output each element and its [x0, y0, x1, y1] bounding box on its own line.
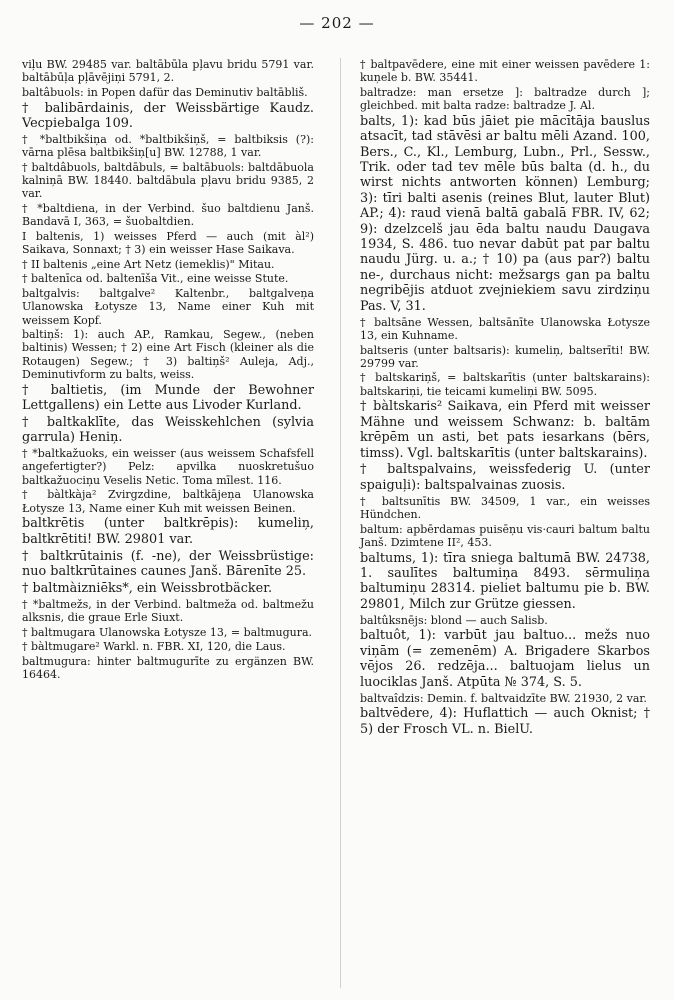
dictionary-entry: † baltmàizniēks*, ein Weissbrotbäcker. — [22, 580, 273, 596]
column-divider — [340, 58, 341, 988]
dictionary-entry: baltvēdere, 4): Huflattich — auch Oknist; † 5) der Frosch VL. n. BielU. — [360, 706, 650, 737]
dictionary-entry: baltgalvis: baltgalve² Kaltenbr., baltgalveņa Ulanowska Łotysze 13, Name einer Kuh mit weissem Kopf. — [22, 287, 314, 327]
dictionary-entry: † baltkrūtainis (f. -ne), der Weissbrüstige: nuo baltkrūtaines caunes Janš. Bārenīte 25. — [22, 548, 314, 579]
dictionary-entry: I baltenis, 1) weisses Pferd — auch (mit àl²) Saikava, Sonnaxt; † 3) ein weisser Hase Saikava. — [22, 229, 314, 257]
dictionary-entry: † II baltenis „eine Art Netz (iemeklis)" Mitau. — [22, 257, 275, 271]
dictionary-entry: viļu BW. 29485 var. baltābūla pļavu bridu 5791 var. baltābūļa pļāvējiņi 5791, 2. — [22, 58, 314, 85]
dictionary-entry: baltseris (unter baltsaris): kumeliņ, baltserīti! BW. 29799 var. — [360, 343, 650, 370]
dictionary-entry: † baltspalvains, weissfederig U. (unter spaiguļi): baltspalvainas zuosis. — [360, 462, 650, 493]
dictionary-entry: baltums, 1): tīra sniega baltumā BW. 24738, 1. saulītes baltumiņa 8493. sērmuliņa baltumiņu 28314. pieliet baltumu pie b. BW. 29801, Milch zur Grütze giessen. — [360, 550, 650, 612]
dictionary-entry: † baltdâbuols, baltdābuls, = baltābuols: baltdābuola kalniņā BW. 18440. baltdābula pļavu bridu 9385, 2 var. — [22, 160, 314, 201]
dictionary-entry: † bàltskaris² Saikava, ein Pferd mit weisser Mähne und weissem Schwanz: b. baltām krēpēm un asti, bet pats iesarkans (bērs, timss). Vgl. baltskarītis (unter baltskarains). — [360, 399, 650, 461]
dictionary-entry: baltkrētis (unter baltkrēpis): kumeliņ, baltkrētiti! BW. 29801 var. — [22, 516, 314, 547]
dictionary-entry: † baltsāne Wessen, baltsānīte Ulanowska Łotysze 13, ein Kuhname. — [360, 315, 650, 342]
dictionary-entry: † baltkaklīte, das Weisskehlchen (sylvia garrula) Heniņ. — [22, 414, 314, 446]
dictionary-entry: baltâbuols: in Popen dafür das Deminutiv baltābliš. — [22, 85, 308, 99]
dictionary-entry: † *baltdiena, in der Verbind. šuo baltdienu Janš. Bandavā I, 363, = šuobaltdien. — [22, 201, 314, 229]
dictionary-entry: baltvaîdzis: Demin. f. baltvaidzīte BW. 21930, 2 var. — [360, 691, 647, 705]
dictionary-entry: † *baltbikšiņa od. *baltbikšiņš, = baltbiksis (?): vārna plēsa baltbikšiņ[u] BW. 12788, 1 var. — [22, 132, 314, 160]
dictionary-entry: balts, 1): kad būs jāiet pie mācītāja bauslus atsacīt, tad stāvēsi ar baltu mēli Azand. 100, Bers., C., Kl., Lemburg, Lubn., Prl., Sessw., Trik. oder tad tev mēle būs balta (d. h., du wirst nichts antworten können) Lemburg; 3): tīri balti asenis (reines Blut, lauter Blut) AP.; 4): raud vienā baltā gabalā FBR. IV, 62; 9): dzelzcelš jau ēda baltu naudu Daugava 1934, S. 486. tuo nevar dabūt pat par baltu naudu Jürg. u. a.; † 10) pa (aus par?) baltu ne-, durchaus nicht: mežsargs gan pa baltu negribējis atduot zvejniekiem savu zirdziņu Pas. V, 31. — [360, 113, 650, 314]
left-column — [22, 58, 314, 683]
dictionary-entry: † baltmugara Ulanowska Łotysze 13, = baltmugura. — [22, 625, 313, 639]
dictionary-entry: † balibārdainis, der Weissbärtige Kaudz. Vecpiebalga 109. — [22, 100, 314, 132]
dictionary-entry: baltûksnējs: blond — auch Salisb. — [360, 613, 548, 627]
dictionary-entry: † *baltmežs, in der Verbind. baltmeža od. baltmežu alksnis, die graue Erle Siuxt. — [22, 597, 314, 624]
dictionary-entry: † baltsunītis BW. 34509, 1 var., ein weisses Hündchen. — [360, 494, 650, 521]
page-number: — 202 — — [299, 14, 375, 32]
dictionary-entry: baltuôt, 1): varbūt jau baltuo... mežs nuo viņām (= zemenēm) A. Brigadere Skarbos vējos 26. redzēja... baltuojam lielus un luociklas Janš. Atpūta № 374, S. 5. — [360, 628, 650, 690]
dictionary-entry: baltmugura: hinter baltmugurīte zu ergänzen BW. 16464. — [22, 655, 314, 682]
dictionary-entry: † baltenīca od. baltenīša Vit., eine weisse Stute. — [22, 272, 289, 286]
dictionary-entry: † *baltkažuoks, ein weisser (aus weissem Schafsfell angefertigter?) Pelz: apvilka nuoskretušuo baltkažuociņu Veselis Netic. Toma mīlest. 116. — [22, 447, 314, 487]
dictionary-entry: † baltpavēdere, eine mit einer weissen pavēdere 1: kuņele b. BW. 35441. — [360, 58, 650, 85]
dictionary-entry: baltiņš: 1): auch AP., Ramkau, Segew., (neben baltinis) Wessen; † 2) eine Art Fisch (kleiner als die Rotaugen) Segew.; † 3) baltiņš² Auleja, Adj., Deminutivform zu balts, weiss. — [22, 328, 314, 381]
dictionary-entry: baltradze: man ersetze ]: baltradze durch ]; gleichbed. mit balta radze: baltradze J. Al. — [360, 85, 650, 113]
dictionary-entry: † bàltkàja² Zvirgzdine, baltkājeņa Ulanowska Łotysze 13, Name einer Kuh mit weissen Beinen. — [22, 488, 314, 515]
dictionary-entry: † baltietis, (im Munde der Bewohner Lettgallens) ein Lette aus Livoder Kurland. — [22, 382, 314, 413]
dictionary-entry: † bàltmugare² Warkl. n. FBR. XI, 120, die Laus. — [22, 640, 286, 654]
dictionary-entry: † baltskariņš, = baltskarītis (unter baltskarains): baltskariņi, tie teicami kumeliņi BW. 5095. — [360, 371, 650, 398]
right-column — [360, 58, 650, 739]
dictionary-entry: baltum: apbērdamas puisēņu vis·cauri baltum baltu Janš. Dzimtene II², 453. — [360, 522, 650, 549]
